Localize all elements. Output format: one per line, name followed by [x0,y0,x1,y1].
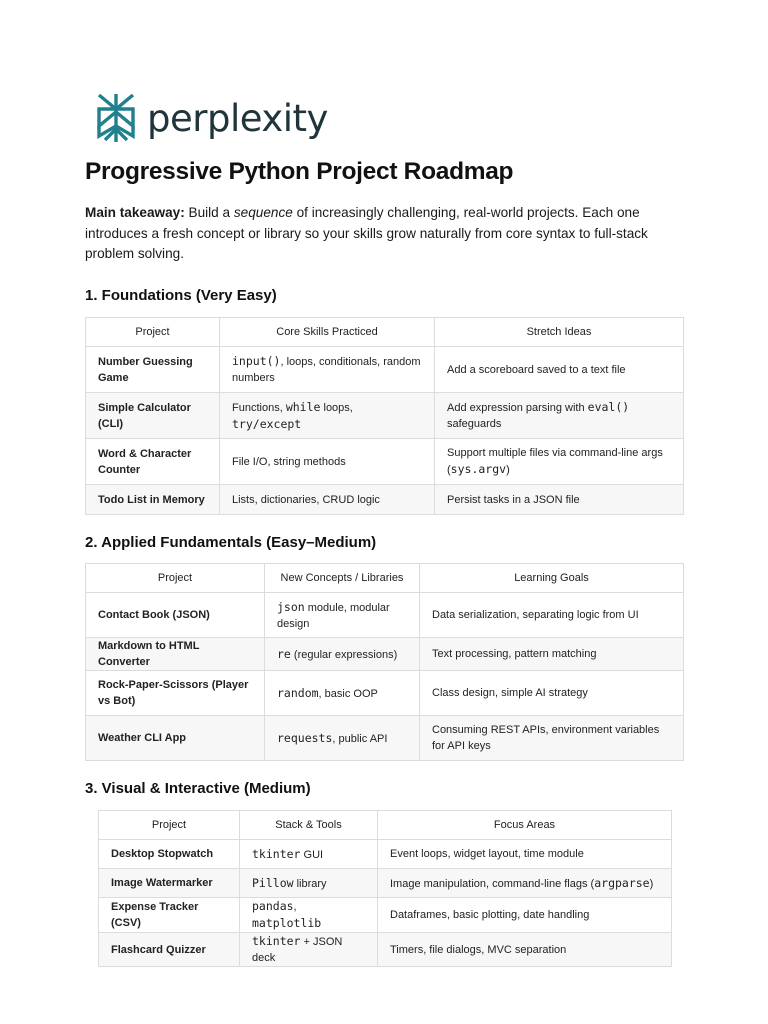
table-row [86,638,684,671]
project-name: Rock-Paper-Scissors (Player vs Bot) [86,671,265,716]
stack-cell: tkinter + JSON deck [240,933,378,967]
perplexity-logo-icon [95,92,137,144]
skills-cell: Lists, dictionaries, CRUD logic [220,485,435,515]
project-name: Word & Character Counter [86,439,220,485]
goals-cell: Consuming REST APIs, environment variables for API keys [420,716,684,761]
stack-cell: Pillow library [240,869,378,898]
stretch-cell: Add expression parsing with eval() safeguards [435,393,684,439]
concepts-cell: re (regular expressions) [265,638,420,671]
section-heading-applied-fundamentals: 2. Applied Fundamentals (Easy–Medium) [85,534,377,551]
table-row [86,439,684,485]
column-header: Core Skills Practiced [220,318,435,347]
stack-cell: pandas, matplotlib [240,898,378,933]
perplexity-logo [95,92,328,144]
project-name: Expense Tracker (CSV) [99,898,240,933]
focus-cell: Dataframes, basic plotting, date handling [378,898,672,933]
table-row [86,485,684,515]
column-header: Stack & Tools [240,811,378,840]
table-row [86,393,684,439]
skills-cell: input(), loops, conditionals, random numbers [220,347,435,393]
brand-name: perplexity [147,96,328,140]
stretch-cell: Support multiple files via command-line args (sys.argv) [435,439,684,485]
intro-paragraph: Main takeaway: Build a sequence of increasingly challenging, real-world projects. Each one introduces a fresh concept or library so your skills grow naturally from core syntax to full-stack problem solving. [85,205,648,261]
concepts-cell: requests, public API [265,716,420,761]
project-name: Contact Book (JSON) [86,593,265,638]
page-title: Progressive Python Project Roadmap [85,158,514,185]
project-name: Simple Calculator (CLI) [86,393,220,439]
concepts-cell: json module, modular design [265,593,420,638]
column-header: New Concepts / Libraries [265,564,420,593]
focus-cell: Image manipulation, command-line flags (argparse) [378,869,672,898]
section-heading-visual-interactive: 3. Visual & Interactive (Medium) [85,780,311,797]
project-name: Weather CLI App [86,716,265,761]
table-row [86,593,684,638]
intro-emphasis: sequence [233,205,293,220]
column-header: Stretch Ideas [435,318,684,347]
stretch-cell: Persist tasks in a JSON file [435,485,684,515]
stretch-cell: Add a scoreboard saved to a text file [435,347,684,393]
column-header: Project [86,318,220,347]
project-name: Number Guessing Game [86,347,220,393]
foundations-table [85,317,684,515]
table-row [86,347,684,393]
intro-label: Main takeaway: [85,205,185,220]
table-row [99,840,672,869]
project-name: Flashcard Quizzer [99,933,240,967]
section-heading-foundations: 1. Foundations (Very Easy) [85,287,277,304]
table-row [99,933,672,967]
table-row [99,898,672,933]
skills-cell: File I/O, string methods [220,439,435,485]
column-header: Focus Areas [378,811,672,840]
concepts-cell: random, basic OOP [265,671,420,716]
applied-fundamentals-table [85,563,684,761]
goals-cell: Class design, simple AI strategy [420,671,684,716]
table-row [99,869,672,898]
project-name: Markdown to HTML Converter [86,638,265,671]
table-row [86,716,684,761]
visual-interactive-table [98,810,672,967]
project-name: Image Watermarker [99,869,240,898]
table-row [86,671,684,716]
column-header: Project [99,811,240,840]
focus-cell: Event loops, widget layout, time module [378,840,672,869]
goals-cell: Data serialization, separating logic from UI [420,593,684,638]
project-name: Todo List in Memory [86,485,220,515]
focus-cell: Timers, file dialogs, MVC separation [378,933,672,967]
skills-cell: Functions, while loops, try/except [220,393,435,439]
column-header: Project [86,564,265,593]
goals-cell: Text processing, pattern matching [420,638,684,671]
column-header: Learning Goals [420,564,684,593]
project-name: Desktop Stopwatch [99,840,240,869]
stack-cell: tkinter GUI [240,840,378,869]
